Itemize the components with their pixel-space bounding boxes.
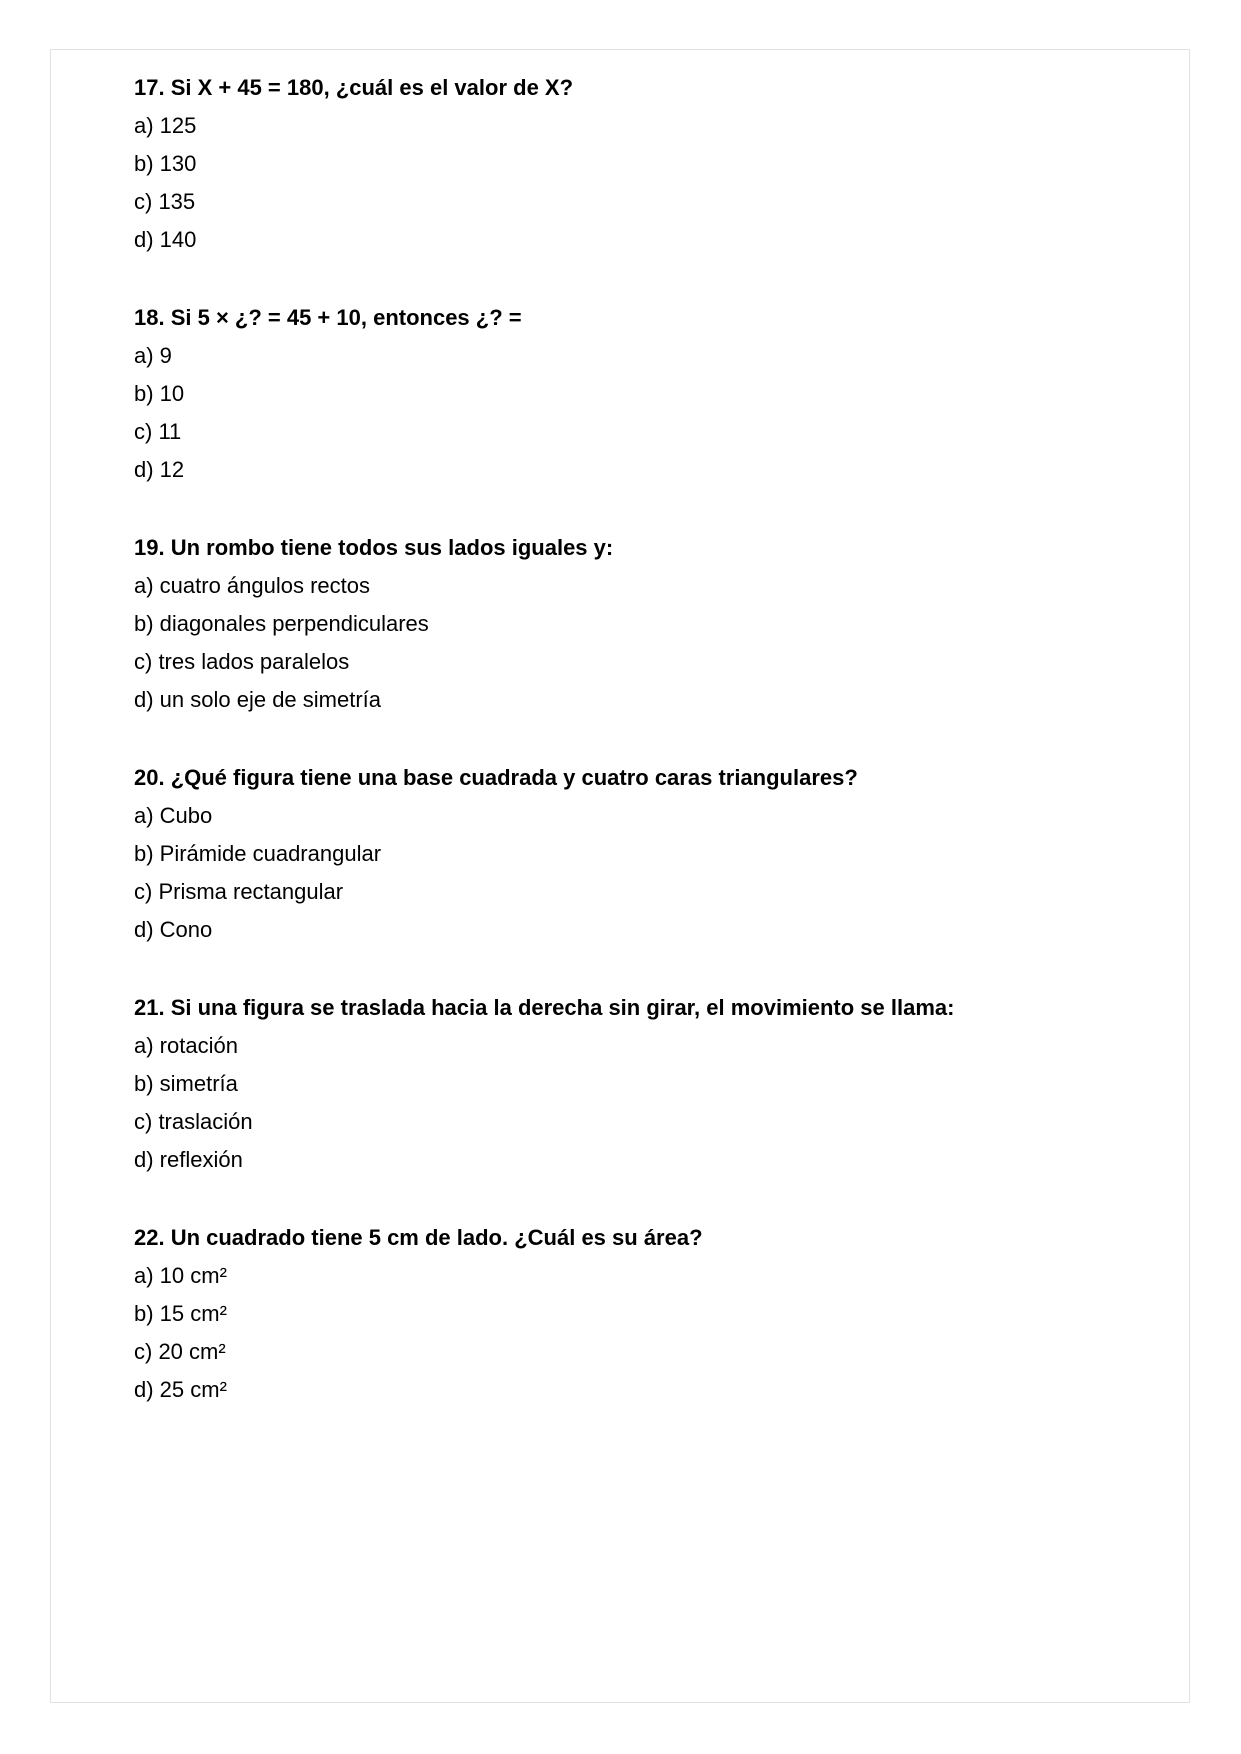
question-18-option-a: a) 9 [134, 343, 172, 368]
worksheet-page [50, 49, 1190, 1703]
question-22-option-c: c) 20 cm² [134, 1339, 226, 1364]
question-block-17 [134, 69, 1149, 259]
question-19-prompt: 19. Un rombo tiene todos sus lados iguales y: [134, 535, 614, 560]
question-block-18 [134, 299, 1149, 489]
question-17-option-a: a) 125 [134, 113, 197, 138]
question-18-option-b: b) 10 [134, 381, 185, 406]
question-20-option-d: d) Cono [134, 917, 213, 942]
question-block-19 [134, 529, 1149, 719]
question-17-option-b: b) 130 [134, 151, 197, 176]
question-block-20 [134, 759, 1149, 949]
question-19-option-a: a) cuatro ángulos rectos [134, 573, 371, 598]
question-22-prompt: 22. Un cuadrado tiene 5 cm de lado. ¿Cuál es su área? [134, 1225, 703, 1250]
question-19-option-b: b) diagonales perpendiculares [134, 611, 429, 636]
question-20-option-b: b) Pirámide cuadrangular [134, 841, 382, 866]
question-22-option-b: b) 15 cm² [134, 1301, 227, 1326]
question-21-option-a: a) rotación [134, 1033, 238, 1058]
question-21-prompt: 21. Si una figura se traslada hacia la derecha sin girar, el movimiento se llama: [134, 995, 955, 1020]
question-block-21 [134, 989, 1149, 1179]
question-block-22 [134, 1219, 1149, 1409]
question-17-prompt: 17. Si X + 45 = 180, ¿cuál es el valor de X? [134, 75, 574, 100]
question-18-option-d: d) 12 [134, 457, 185, 482]
question-20-prompt: 20. ¿Qué figura tiene una base cuadrada y cuatro caras triangulares? [134, 765, 858, 790]
question-21-option-c: c) traslación [134, 1109, 253, 1134]
question-19-option-d: d) un solo eje de simetría [134, 687, 382, 712]
question-20-option-a: a) Cubo [134, 803, 213, 828]
question-22-option-a: a) 10 cm² [134, 1263, 227, 1288]
question-21-option-b: b) simetría [134, 1071, 238, 1096]
question-18-option-c: c) 11 [134, 419, 182, 444]
question-21-option-d: d) reflexión [134, 1147, 243, 1172]
question-22-option-d: d) 25 cm² [134, 1377, 227, 1402]
question-18-prompt: 18. Si 5 × ¿? = 45 + 10, entonces ¿? = [134, 305, 522, 330]
question-17-option-c: c) 135 [134, 189, 196, 214]
question-17-option-d: d) 140 [134, 227, 197, 252]
question-20-option-c: c) Prisma rectangular [134, 879, 344, 904]
question-19-option-c: c) tres lados paralelos [134, 649, 350, 674]
